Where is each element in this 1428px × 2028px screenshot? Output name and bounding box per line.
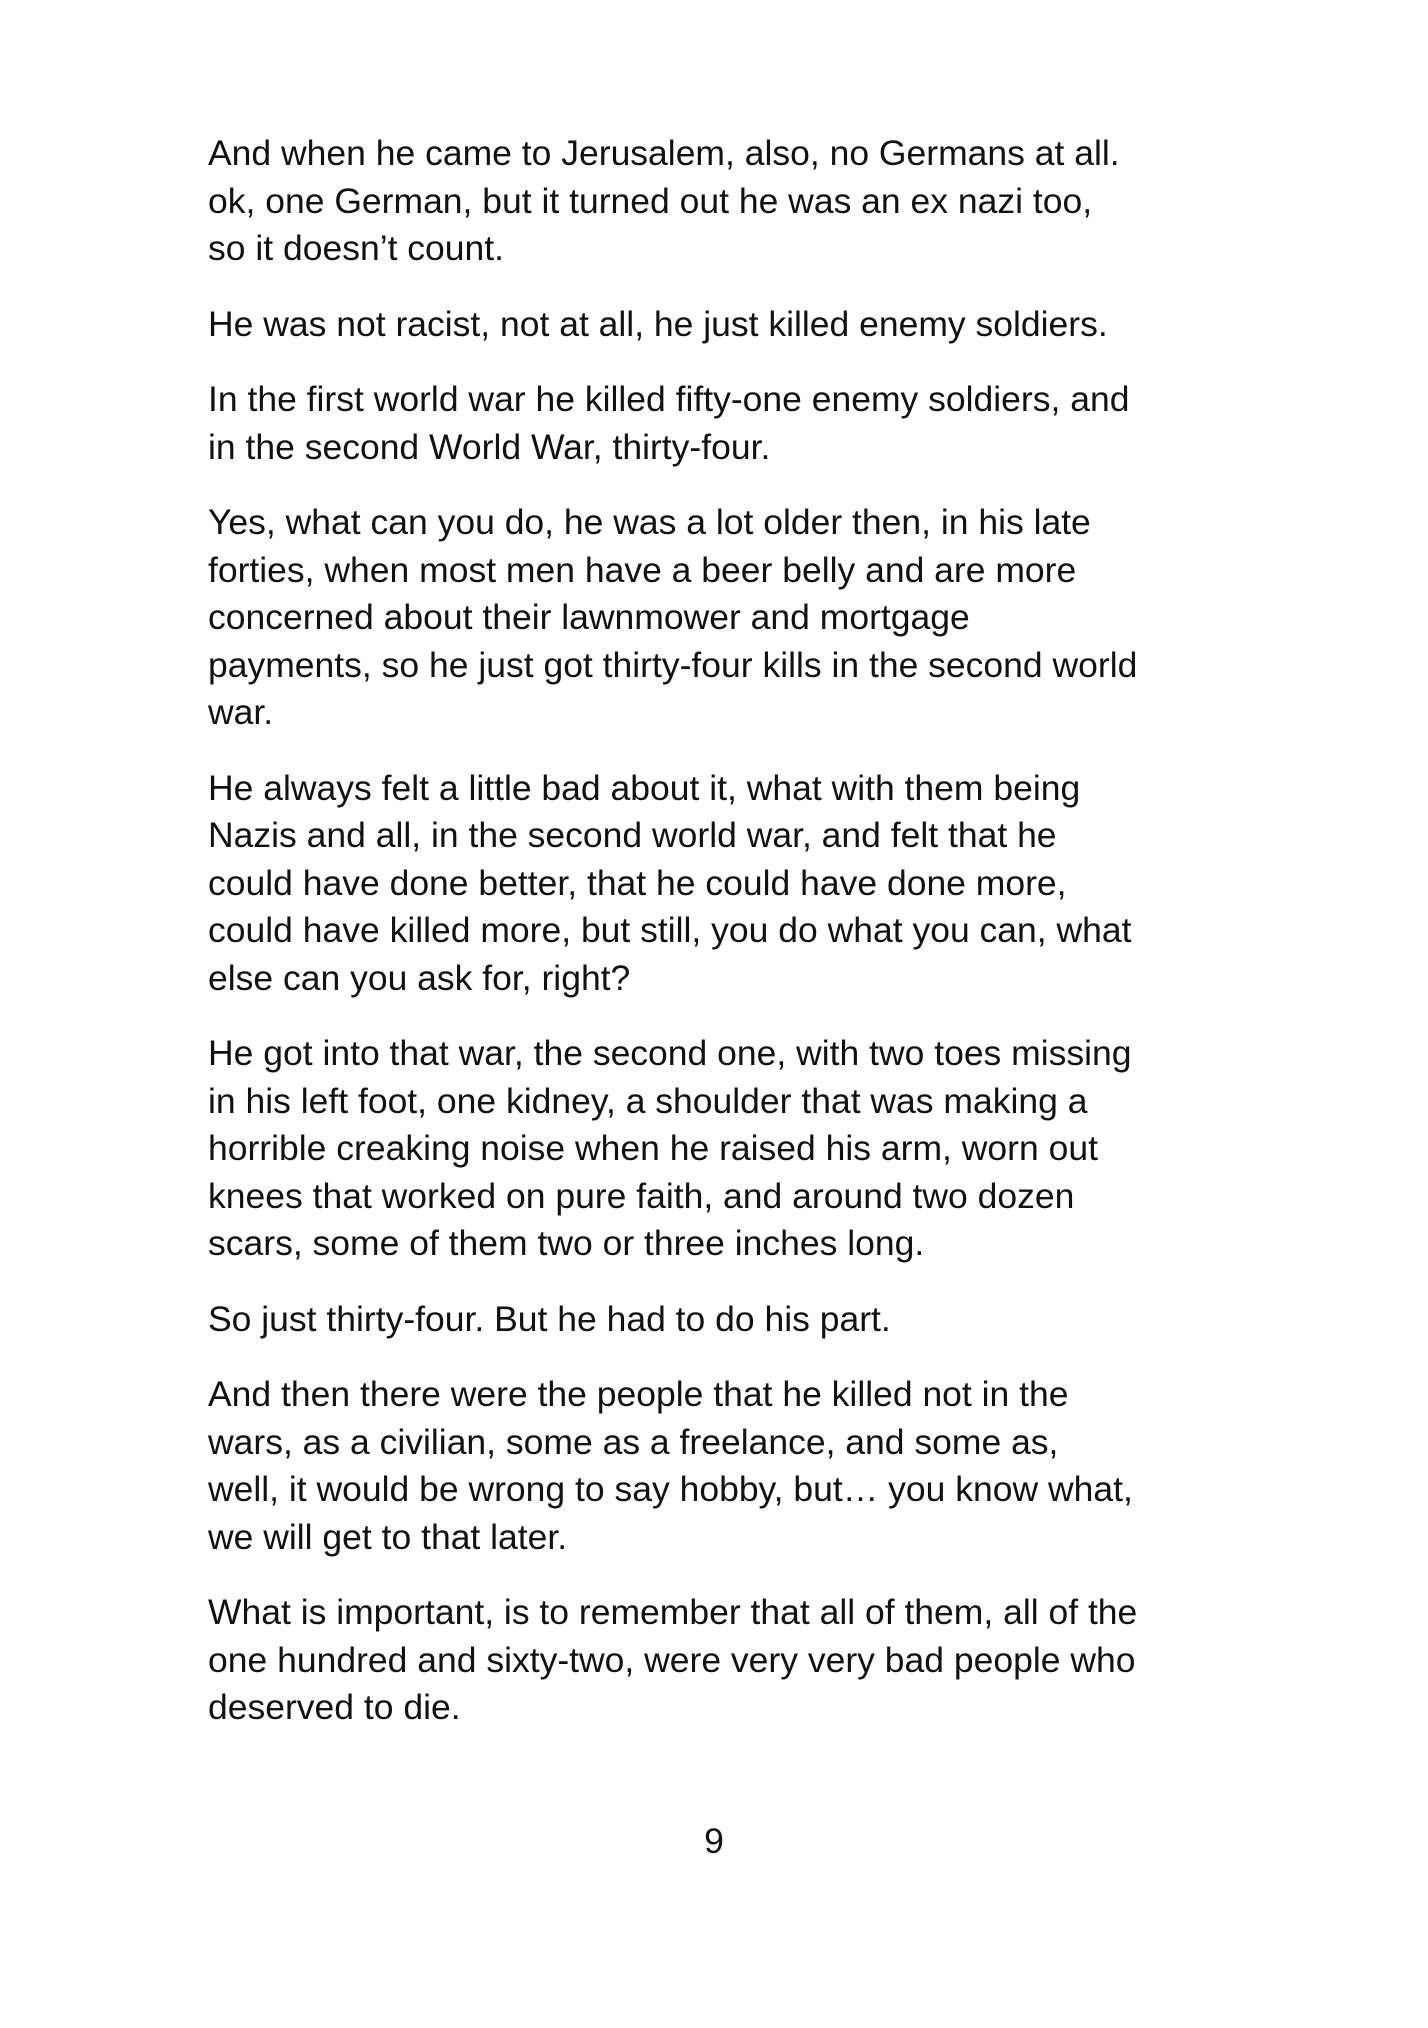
- text-line: we will get to that later.: [208, 1516, 568, 1557]
- text-line: And when he came to Jerusalem, also, no Germans at all.: [208, 133, 1120, 173]
- paragraph: [208, 130, 1248, 273]
- text-line: well, it would be wrong to say hobby, but… you know what,: [208, 1469, 1133, 1509]
- paragraph: [208, 376, 1248, 471]
- text-line: in his left foot, one kidney, a shoulder that was making a: [208, 1080, 1088, 1121]
- text-line: He got into that war, the second one, with two toes missing: [208, 1033, 1132, 1073]
- text-line: He always felt a little bad about it, what with them being: [208, 767, 1081, 808]
- text-line: scars, some of them two or three inches long.: [208, 1223, 925, 1263]
- text-line: could have killed more, but still, you do what you can, what: [208, 910, 1132, 950]
- body-text: [208, 130, 1248, 1760]
- text-line: wars, as a civilian, some as a freelance, and some as,: [208, 1421, 1059, 1462]
- text-line: could have done better, that he could have done more,: [208, 862, 1067, 903]
- text-line: in the second World War, thirty-four.: [208, 426, 771, 467]
- text-line: knees that worked on pure faith, and around two dozen: [208, 1175, 1075, 1216]
- text-line: deserved to die.: [208, 1687, 461, 1727]
- text-line: war.: [208, 692, 274, 732]
- text-line: horrible creaking noise when he raised his arm, worn out: [208, 1128, 1098, 1168]
- text-line: What is important, is to remember that all of them, all of the: [208, 1592, 1138, 1632]
- text-line: He was not racist, not at all, he just killed enemy soldiers.: [208, 303, 1108, 344]
- paragraph: [208, 1296, 1248, 1344]
- paragraph: [208, 301, 1248, 349]
- text-line: concerned about their lawnmower and mortgage: [208, 597, 970, 637]
- paragraph: [208, 765, 1248, 1003]
- text-line: Nazis and all, in the second world war, and felt that he: [208, 815, 1057, 855]
- text-line: else can you ask for, right?: [208, 957, 631, 998]
- text-line: Yes, what can you do, he was a lot older then, in his late: [208, 502, 1091, 542]
- text-line: forties, when most men have a beer belly and are more: [208, 549, 1077, 590]
- text-line: So just thirty-four. But he had to do his part.: [208, 1298, 891, 1339]
- paragraph: [208, 1030, 1248, 1268]
- text-line: In the first world war he killed fifty-one enemy soldiers, and: [208, 379, 1130, 419]
- paragraph: [208, 499, 1248, 737]
- paragraph: [208, 1371, 1248, 1561]
- paragraph: [208, 1589, 1248, 1732]
- text-line: so it doesn’t count.: [208, 228, 505, 268]
- text-line: ok, one German, but it turned out he was an ex nazi too,: [208, 180, 1093, 221]
- text-line: payments, so he just got thirty-four kills in the second world: [208, 644, 1138, 685]
- text-line: one hundred and sixty-two, were very very bad people who: [208, 1639, 1136, 1680]
- text-line: And then there were the people that he killed not in the: [208, 1374, 1069, 1414]
- page-number: 9: [704, 1821, 724, 1861]
